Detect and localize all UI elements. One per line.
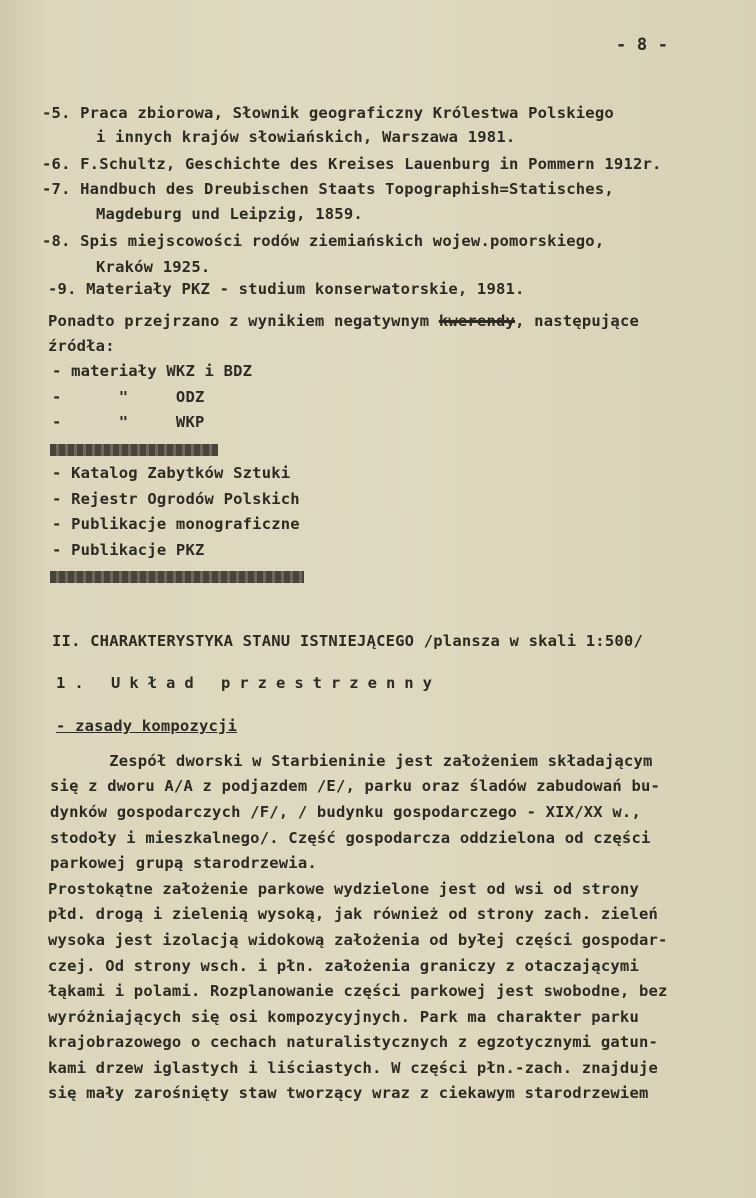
body-line: Prostokątne założenie parkowe wydzielone jest od wsi od strony (48, 880, 639, 898)
body-line: łąkami i polami. Rozplanowanie części parkowej jest swobodne, bez (48, 982, 668, 1000)
source-item: - materiały WKZ i BDZ (52, 362, 253, 380)
sources-intro (48, 312, 639, 330)
body-line: wysoka jest izolacją widokową założenia od byłej części gospodar- (48, 931, 668, 949)
sources-intro-text: Ponadto przejrzano z wynikiem negatywnym (48, 312, 430, 330)
ref-line: -9. Materiały PKZ - studium konserwatorskie, 1981. (48, 280, 525, 298)
crossed-out-line (50, 444, 218, 456)
source-item: - " WKP (52, 413, 205, 431)
struck-word: kwerendy (438, 312, 516, 330)
source-item: - Publikacje monograficzne (52, 515, 300, 533)
body-line: dynków gospodarczych /F/, / budynku gospodarczego - XIX/XX w., (50, 803, 641, 821)
body-line: płd. drogą i zielenią wysoką, jak również od strony zach. zieleń (48, 905, 659, 923)
body-line: Zespół dworski w Starbieninie jest założeniem składającym (52, 752, 653, 770)
crossed-out-line (50, 571, 304, 583)
body-line: kami drzew iglastych i liściastych. W części płn.-zach. znajduje (48, 1059, 659, 1077)
ref-line: Kraków 1925. (96, 258, 211, 276)
body-line: krajobrazowego o cechach naturalistycznych z egzotycznymi gatun- (48, 1033, 659, 1051)
body-line: stodoły i mieszkalnego/. Część gospodarcza oddzielona od części (50, 829, 651, 847)
page-number: - 8 - (616, 35, 669, 55)
ref-line: Magdeburg und Leipzig, 1859. (96, 205, 363, 223)
ref-line: -8. Spis miejscowości rodów ziemiańskich wojew.pomorskiego, (42, 232, 605, 250)
body-line: parkowej grupą starodrzewia. (50, 854, 317, 872)
sub-label: - zasady kompozycji (56, 717, 238, 735)
source-item: - Rejestr Ogrodów Polskich (52, 490, 300, 508)
source-item: - " ODZ (52, 388, 205, 406)
source-item: - Katalog Zabytków Sztuki (52, 464, 291, 482)
ref-line: -6. F.Schultz, Geschichte des Kreises Lauenburg in Pommern 1912r. (42, 155, 662, 173)
ref-line: -7. Handbuch des Dreubischen Staats Topographish=Statisches, (42, 180, 614, 198)
body-line: wyróżniających się osi kompozycyjnych. Park ma charakter parku (48, 1008, 639, 1026)
ref-line: -5. Praca zbiorowa, Słownik geograficzny Królestwa Polskiego (42, 104, 614, 122)
body-line: czej. Od strony wsch. i płn. założenia graniczy z otaczającymi (48, 957, 639, 975)
source-item: - Publikacje PKZ (52, 541, 205, 559)
ref-line: i innych krajów słowiańskich, Warszawa 1981. (96, 128, 516, 146)
sources-intro-line2: źródła: (48, 337, 115, 355)
section-heading: II. CHARAKTERYSTYKA STANU ISTNIEJĄCEGO /plansza w skali 1:500/ (52, 632, 643, 650)
subsection-heading: 1. Układ przestrzenny (56, 674, 441, 692)
body-line: się z dworu A/A z podjazdem /E/, parku oraz śladów zabudowań bu- (50, 777, 661, 795)
body-line: się mały zarośnięty staw tworzący wraz z ciekawym starodrzewiem (48, 1084, 649, 1102)
sources-intro-tail: , następujące (515, 312, 640, 330)
